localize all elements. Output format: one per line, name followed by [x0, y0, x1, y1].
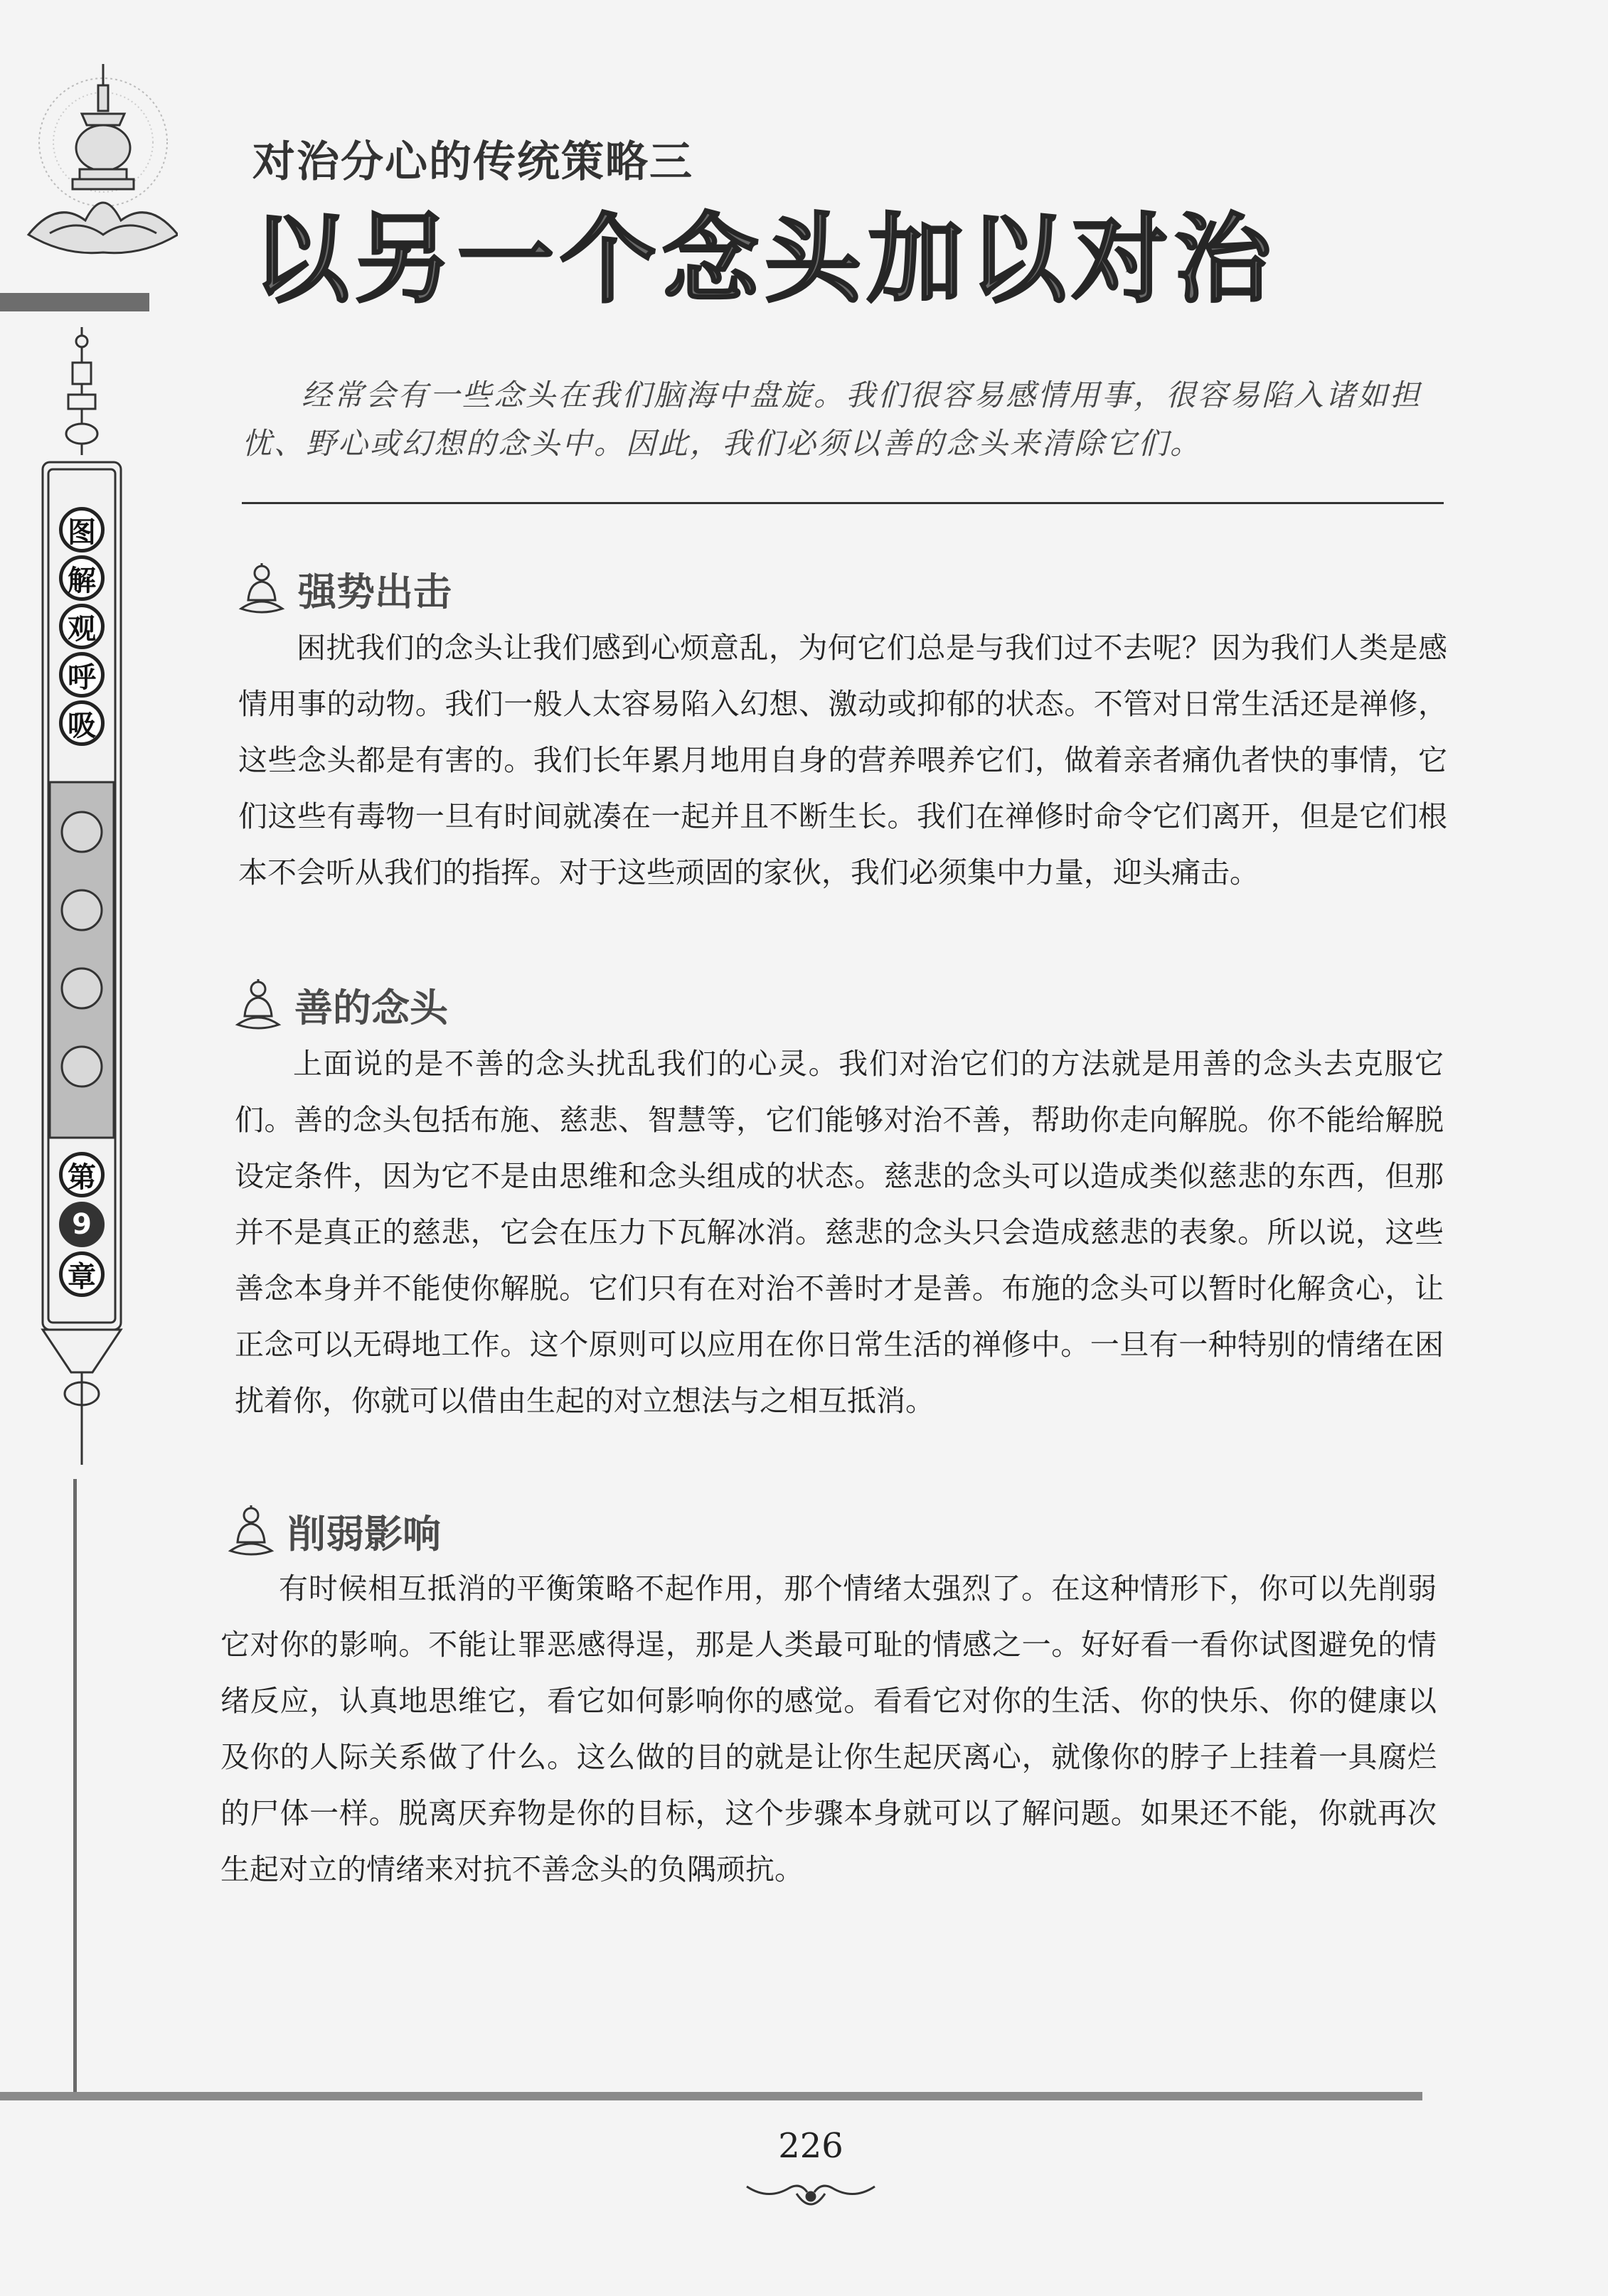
book-title-char: 观 — [59, 604, 105, 649]
chapter-char: 第 — [59, 1152, 105, 1197]
stupa-lotus-ornament — [14, 57, 178, 270]
page-title: 以另一个念头加以对治 — [252, 203, 1277, 316]
footer-rule — [0, 2092, 1422, 2100]
side-rule — [73, 1479, 77, 2098]
meditating-figure-icon — [235, 979, 282, 1032]
chapter-number: 9 — [59, 1202, 105, 1247]
chapter-char: 章 — [59, 1251, 105, 1297]
meditating-figure-icon — [238, 563, 285, 616]
book-title-char: 吸 — [59, 700, 105, 746]
section-heading-text: 善的念头 — [294, 985, 448, 1030]
meditating-figure-icon — [228, 1505, 275, 1558]
intro-paragraph: 经常会有一些念头在我们脑海中盘旋。我们很容易感情用事，很容易陷入诸如担忧、野心或幻想的念头中。因此，我们必须以善的念头来清除它们。 — [242, 378, 1422, 461]
section-body: 困扰我们的念头让我们感到心烦意乱，为何它们总是与我们过不去呢？因为我们人类是感情用事的动物。我们一般人太容易陷入幻想、激动或抑郁的状态。不管对日常生活还是禅修，这些念头都是有害的。我们长年累月地用自身的营养喂养它们，做着亲者痛仇者快的事情，它们这些有毒物一旦有时间就凑在一起并且不断生长。我们在禅修时命令它们离开，但是它们根本不会听从我们的指挥。对于这些顽固的家伙，我们必须集中力量，迎头痛击。 — [238, 631, 1447, 890]
page-number: 226 — [778, 2126, 843, 2166]
intro-divider — [242, 502, 1444, 504]
section-heading — [238, 562, 452, 616]
section-body: 有时候相互抵消的平衡策略不起作用，那个情绪太强烈了。在这种情形下，你可以先削弱它对你的影响。不能让罪恶感得逞，那是人类最可耻的情感之一。好好看一看你试图避免的情绪反应，认真地思维它，看它如何影响你的感觉。看看它对你的生活、你的快乐、你的健康以及你的人际关系做了什么。这么做的目的就是让你生起厌离心，就像你的脖子上挂着一具腐烂的尸体一样。脱离厌弃物是你的目标，这个步骤本身就可以了解问题。如果还不能，你就再次生起对立的情绪来对抗不善念头的负隅顽抗。 — [220, 1571, 1437, 1886]
section-heading — [235, 978, 448, 1032]
book-title-char: 解 — [59, 555, 105, 601]
side-band — [0, 293, 149, 311]
section-heading-text: 削弱影响 — [287, 1511, 441, 1557]
section-heading — [228, 1504, 441, 1559]
section-eyebrow: 对治分心的传统策略三 — [252, 137, 693, 187]
book-title-char: 图 — [59, 507, 105, 552]
section-body: 上面说的是不善的念头扰乱我们的心灵。我们对治它们的方法就是用善的念头去克服它们。善的念头包括布施、慈悲、智慧等，它们能够对治不善，帮助你走向解脱。你不能给解脱设定条件，因为它不是由思维和念头组成的状态。慈悲的念头可以造成类似慈悲的东西，但那并不是真正的慈悲，它会在压力下瓦解冰消。慈悲的念头只会造成慈悲的表象。所以说，这些善念本身并不能使你解脱。它们只有在对治不善时才是善。布施的念头可以暂时化解贪心，让正念可以无碍地工作。这个原则可以应用在你日常生活的禅修中。一旦有一种特别的情绪在困扰着你，你就可以借由生起的对立想法与之相互抵消。 — [235, 1047, 1444, 1418]
section-heading-text: 强势出击 — [298, 569, 452, 614]
book-title-char: 呼 — [59, 652, 105, 698]
footer-swirl-ornament — [740, 2172, 882, 2215]
